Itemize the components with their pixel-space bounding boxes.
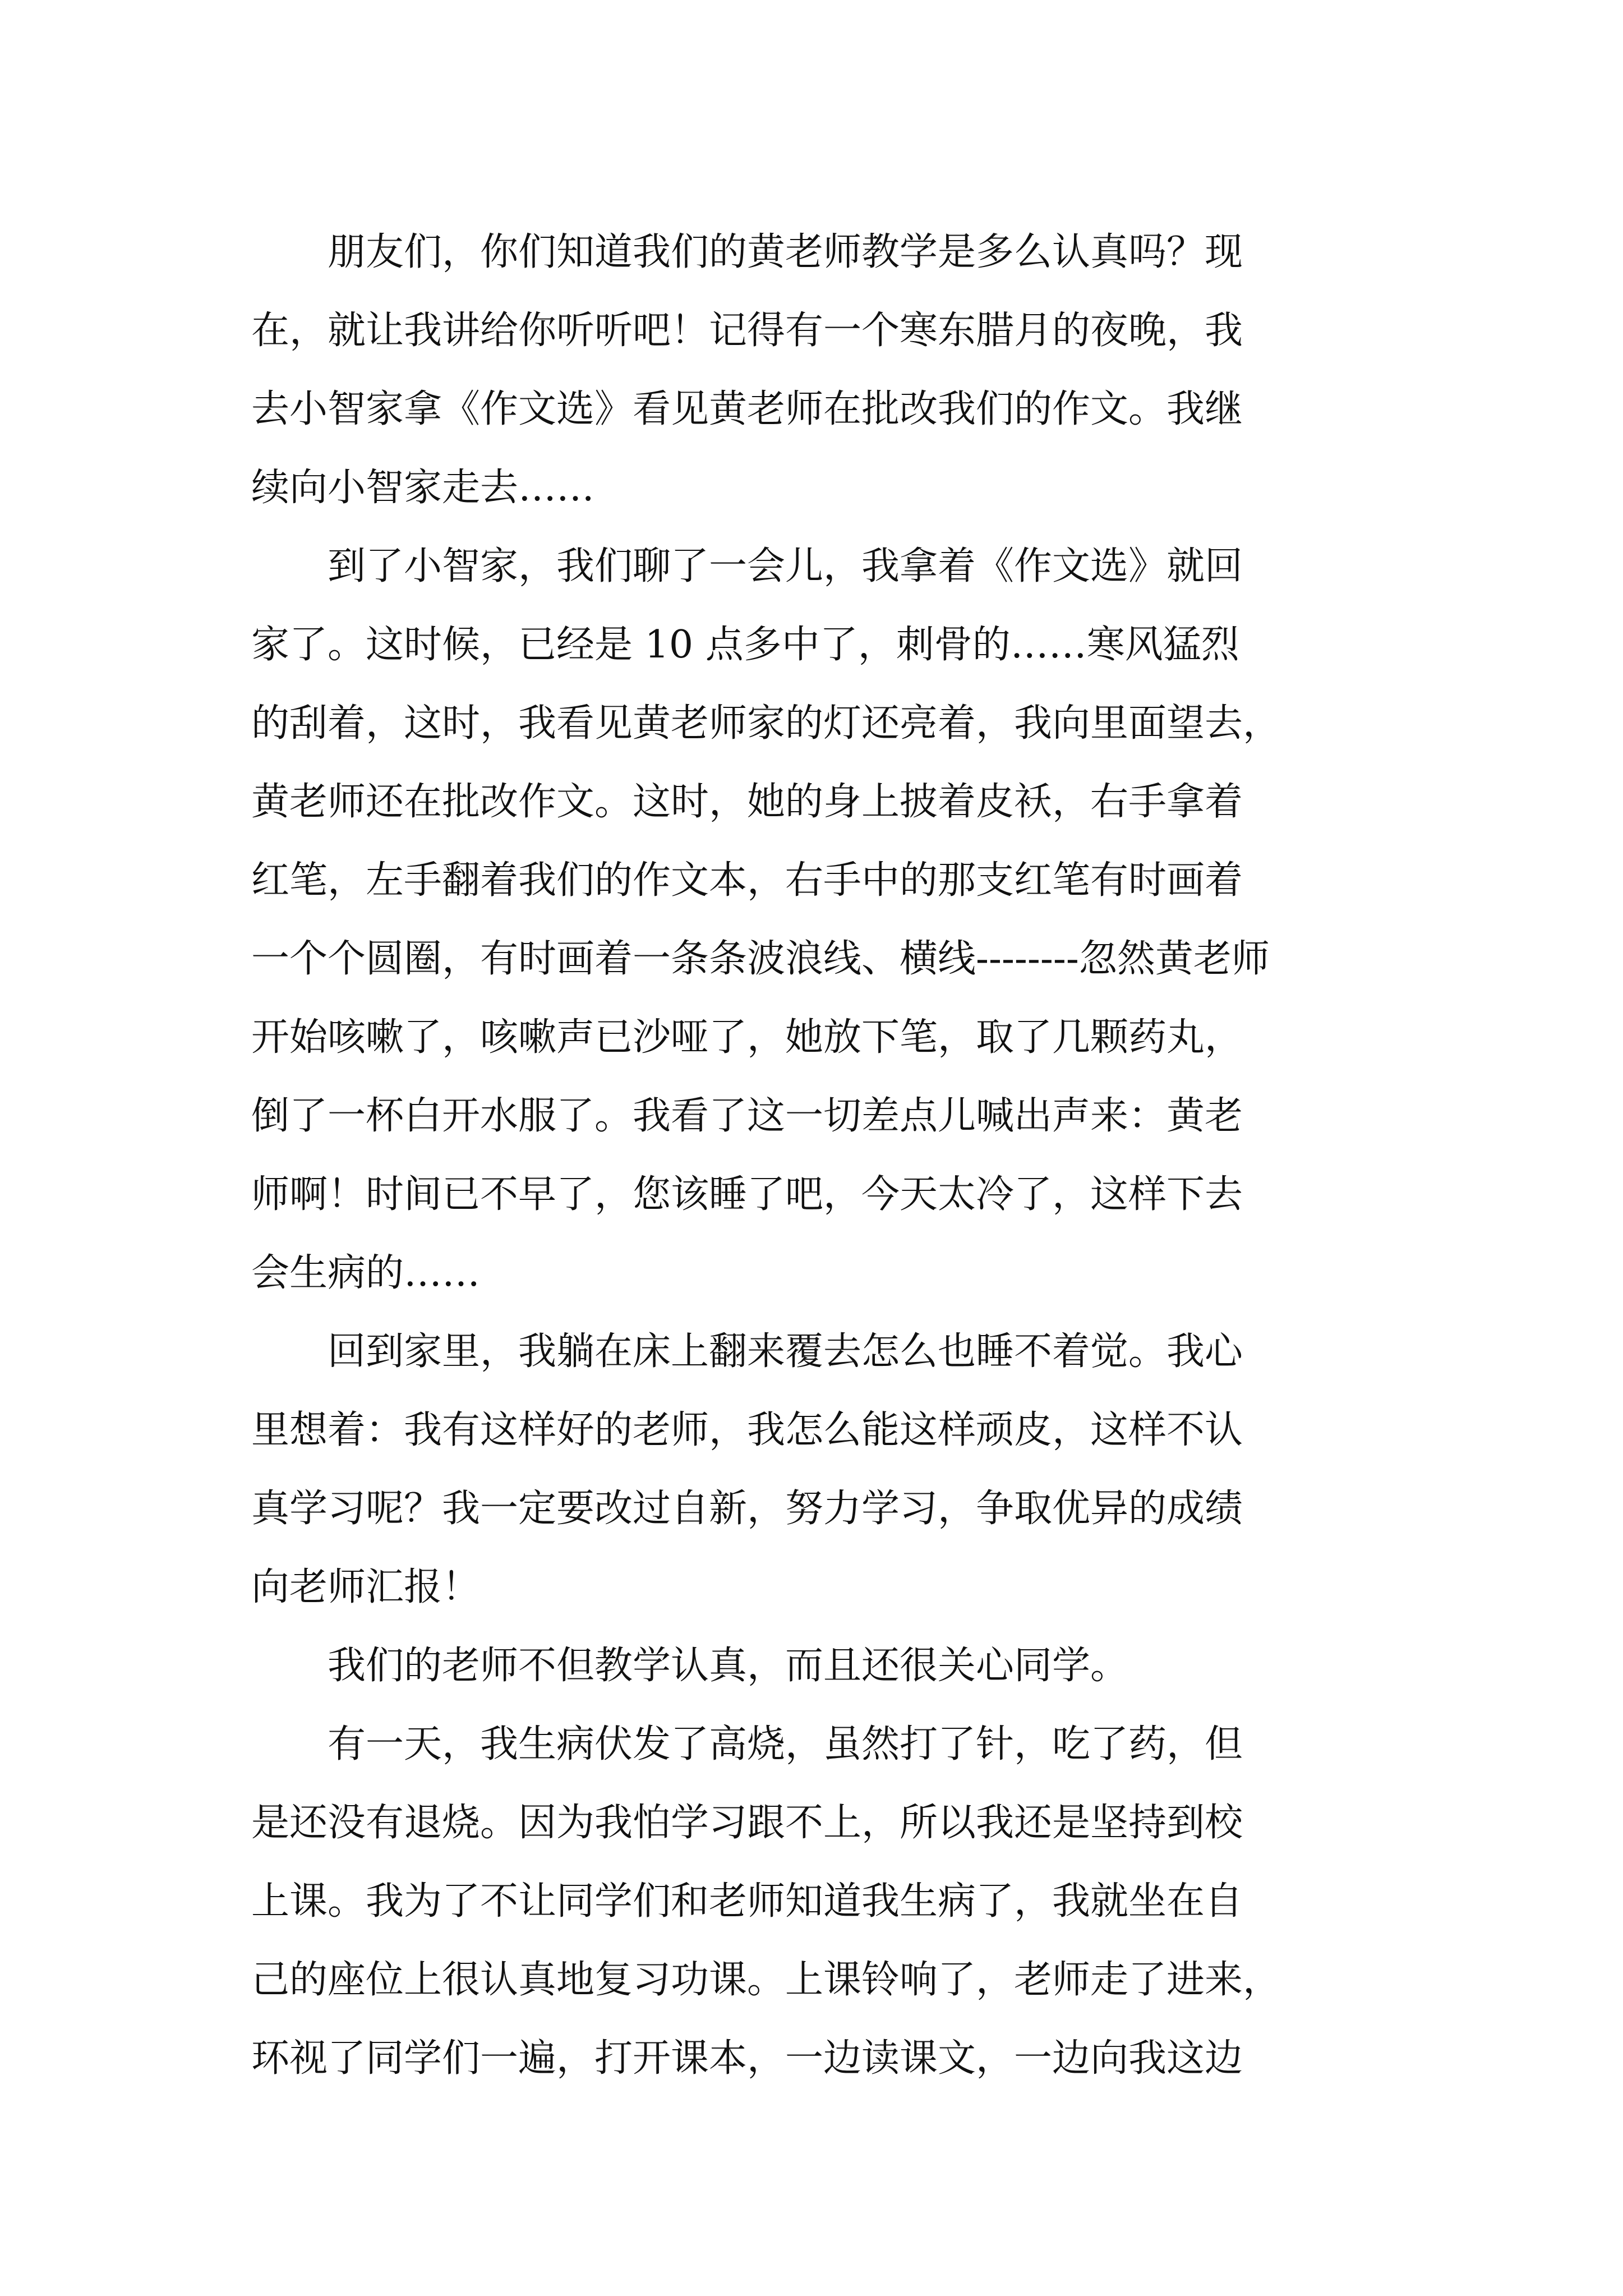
- paragraph-4: [251, 1627, 1390, 1705]
- text-line: 回到家里，我躺在床上翻来覆去怎么也睡不着觉。我心: [251, 1329, 1243, 1374]
- text-line: 上课。我为了不让同学们和老师知道我生病了，我就坐在自: [251, 1879, 1243, 1924]
- text-line: 己的座位上很认真地复习功课。上课铃响了，老师走了进来，: [251, 1958, 1281, 2002]
- text-line: 师啊！时间已不早了，您该睡了吧，今天太冷了，这样下去: [251, 1172, 1243, 1217]
- text-line: 环视了同学们一遍，打开课本，一边读课文，一边向我这边: [251, 2036, 1243, 2081]
- text-line: 会生病的……: [251, 1251, 481, 1295]
- paragraph-2: [251, 527, 1390, 1313]
- text-line: 家了。这时候，已经是 10 点多中了，刺骨的……寒风猛烈: [251, 623, 1239, 667]
- text-line: 续向小智家走去……: [251, 466, 595, 510]
- text-line: 我们的老师不但教学认真，而且还很关心同学。: [251, 1644, 1129, 1688]
- text-line: 是还没有退烧。因为我怕学习跟不上，所以我还是坚持到校: [251, 1801, 1243, 1845]
- text-line: 开始咳嗽了，咳嗽声已沙哑了，她放下笔，取了几颗药丸，: [251, 1015, 1243, 1060]
- essay-body: [251, 213, 1390, 2098]
- text-line: 倒了一杯白开水服了。我看了这一切差点儿喊出声来：黄老: [251, 1094, 1243, 1138]
- paragraph-1: [251, 213, 1390, 527]
- text-line: 朋友们，你们知道我们的黄老师教学是多么认真吗？现: [251, 230, 1243, 274]
- text-line: 红笔，左手翻着我们的作文本，右手中的那支红笔有时画着: [251, 858, 1243, 903]
- text-line: 向老师汇报！: [251, 1565, 481, 1609]
- text-line: 一个个圆圈，有时画着一条条波浪线、横线--------忽然黄老师: [251, 937, 1270, 981]
- text-line: 黄老师还在批改作文。这时，她的身上披着皮袄，右手拿着: [251, 780, 1243, 824]
- text-line: 去小智家拿《作文选》看见黄老师在批改我们的作文。我继: [251, 387, 1243, 431]
- text-line: 的刮着，这时，我看见黄老师家的灯还亮着，我向里面望去，: [251, 701, 1281, 746]
- text-line: 在，就让我讲给你听听吧！记得有一个寒东腊月的夜晚，我: [251, 309, 1243, 353]
- text-line: 有一天，我生病伏发了高烧，虽然打了针，吃了药，但: [251, 1722, 1243, 1766]
- text-line: 到了小智家，我们聊了一会儿，我拿着《作文选》就回: [251, 544, 1243, 588]
- text-line: 里想着：我有这样好的老师，我怎么能这样顽皮，这样不认: [251, 1408, 1243, 1452]
- paragraph-5: [251, 1705, 1390, 2098]
- paragraph-3: [251, 1313, 1390, 1627]
- text-line: 真学习呢？我一定要改过自新，努力学习，争取优异的成绩: [251, 1487, 1243, 1531]
